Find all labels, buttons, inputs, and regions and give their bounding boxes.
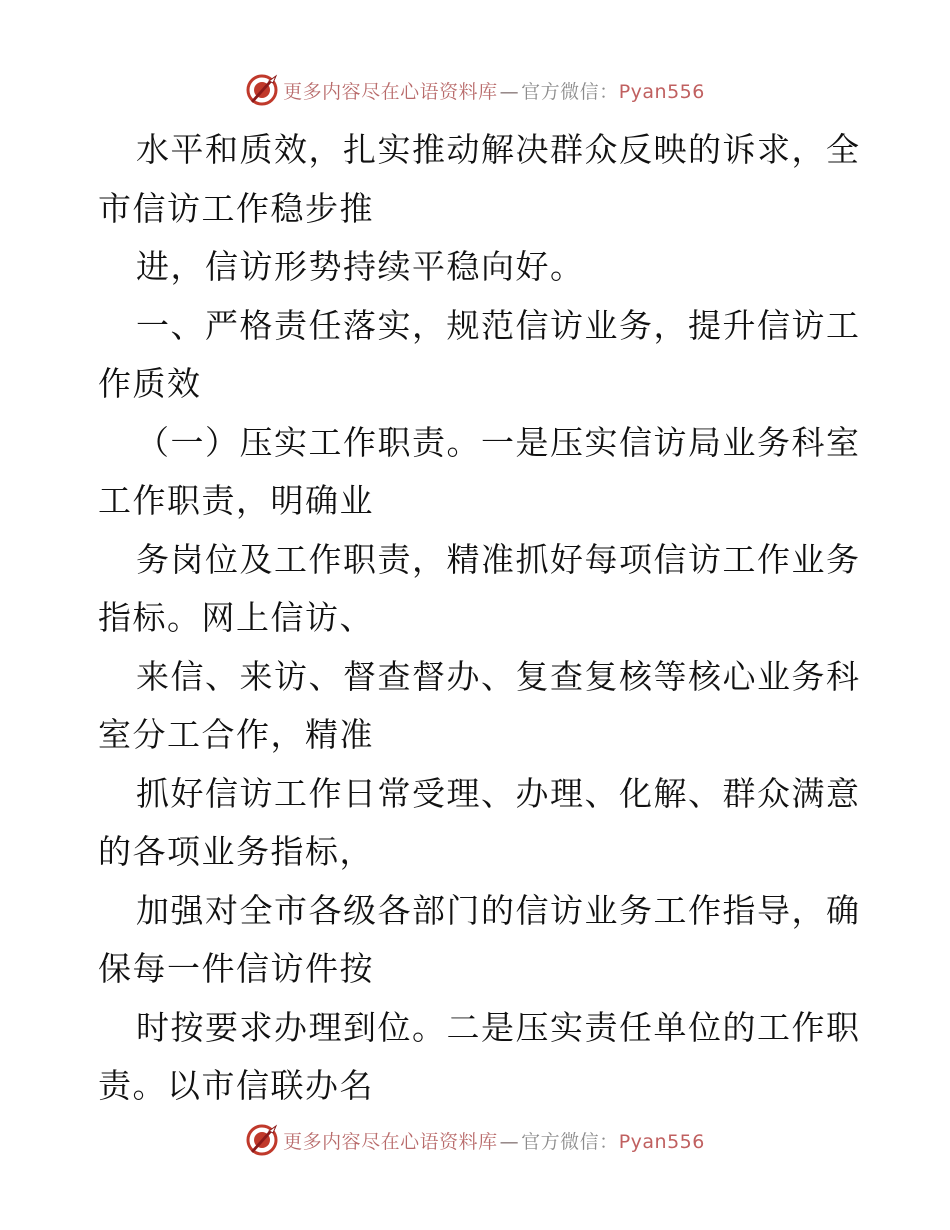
footer-watermark-text	[283, 1127, 705, 1154]
wechat-label: 官方微信：	[521, 1130, 619, 1153]
body-line: 加强对全市各级各部门的信访业务工作指导，确	[136, 890, 861, 930]
body-line: 来信、来访、督查督办、复查复核等核心业务科	[136, 656, 861, 696]
wechat-id: Pyan556	[618, 1130, 705, 1153]
body-line: 指标。网上信访、	[98, 598, 374, 637]
body-line: 责。以市信联办名	[98, 1066, 374, 1105]
body-line: 时按要求办理到位。二是压实责任单位的工作职	[136, 1007, 861, 1047]
body-line: 务岗位及工作职责，精准抓好每项信访工作业务	[136, 539, 861, 579]
promo-text: 更多内容尽在心语资料库	[283, 1130, 498, 1153]
separator: —	[499, 80, 520, 103]
footer-watermark-banner	[0, 1120, 950, 1160]
body-line: 工作职责，明确业	[98, 481, 374, 520]
wechat-label: 官方微信：	[521, 80, 619, 103]
body-line: 作质效	[98, 364, 202, 403]
document-body	[98, 121, 861, 1116]
wechat-id: Pyan556	[618, 80, 705, 103]
body-line: 一、严格责任落实，规范信访业务，提升信访工	[136, 305, 861, 345]
body-line: 的各项业务指标，	[98, 832, 374, 871]
body-line: 室分工合作，精准	[98, 715, 374, 754]
quill-logo-icon	[245, 73, 279, 107]
body-line: （一）压实工作职责。一是压实信访局业务科室	[136, 422, 861, 462]
quill-logo-icon	[245, 1123, 279, 1157]
header-watermark-banner	[0, 70, 950, 110]
body-line: 水平和质效，扎实推动解决群众反映的诉求，全	[136, 130, 861, 169]
body-line: 保每一件信访件按	[98, 949, 374, 988]
header-watermark-text	[283, 77, 705, 104]
body-line: 进，信访形势持续平稳向好。	[136, 247, 585, 286]
separator: —	[499, 1130, 520, 1153]
body-line: 抓好信访工作日常受理、办理、化解、群众满意	[136, 773, 861, 813]
promo-text: 更多内容尽在心语资料库	[283, 80, 498, 103]
body-line: 市信访工作稳步推	[98, 188, 374, 228]
